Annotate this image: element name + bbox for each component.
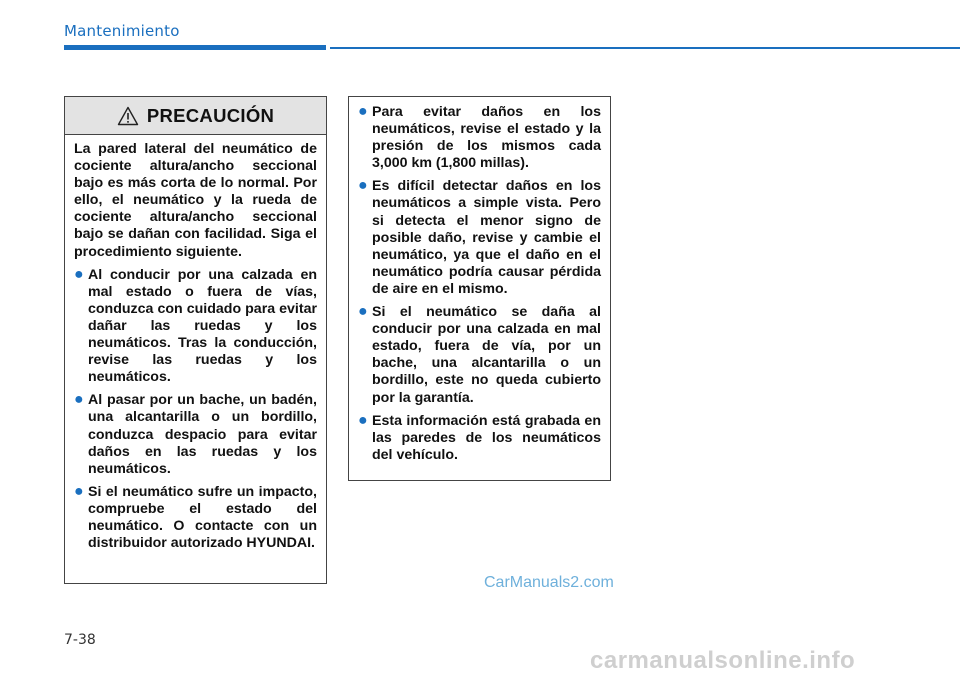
list-item: ● Si el neumático sufre un impacto, compruebe el estado del neumático. O contacte con un distribuidor autorizado HYUNDAI.: [74, 482, 317, 552]
watermark-bottom: carmanualsonline.info: [590, 647, 856, 674]
bullet-dot-icon: ●: [358, 411, 368, 429]
caution-list-left: [74, 267, 317, 553]
bullet-dot-icon: ●: [74, 391, 84, 409]
bullet-dot-icon: ●: [358, 303, 368, 321]
list-item: ● Esta información está grabada en las paredes de los neumáticos del vehículo.: [358, 411, 601, 463]
caution-content-right: [349, 97, 610, 464]
bullet-dot-icon: ●: [358, 177, 368, 195]
bullet-dot-icon: ●: [74, 482, 84, 500]
page-number: 7-38: [64, 632, 96, 648]
bullet-dot-icon: ●: [74, 265, 84, 283]
list-item: ● Es difícil detectar daños en los neumáticos a simple vista. Pero si detecta el menor signo de posible daño, revise y cambie el neumático, ya que el daño en el neumático podría causar pérdida de aire en el mismo.: [358, 177, 601, 297]
caution-list-right: [358, 104, 601, 464]
caution-title: PRECAUCIÓN: [146, 104, 275, 126]
bullet-dot-icon: ●: [358, 103, 368, 120]
list-item: ● Al pasar por un bache, un badén, una alcantarilla o un bordillo, conduzca despacio para evitar daños en las ruedas y los neumáticos.: [74, 391, 317, 477]
warning-triangle-icon: [117, 106, 139, 126]
caution-header: [65, 97, 326, 135]
header-rule-thick: [64, 45, 326, 50]
header-rule-thin: [330, 47, 960, 49]
caution-box-right: [348, 96, 611, 481]
caution-intro: La pared lateral del neumático de cociente altura/ancho seccional bajo es más corta de lo normal. Por ello, el neumático y la rueda de cociente altura/ancho seccional bajo se dañan con facilidad. Siga el procedimiento siguiente.: [74, 141, 317, 260]
watermark-site[interactable]: CarManuals2.com: [484, 574, 614, 591]
list-item: ● Al conducir por una calzada en mal estado o fuera de vías, conduzca con cuidado para evitar dañar las ruedas y los neumáticos. Tras la conducción, revise las ruedas y los neumáticos.: [74, 265, 317, 386]
caution-box-left: [64, 96, 327, 584]
caution-content-left: [65, 135, 326, 552]
section-title: Mantenimiento: [64, 22, 180, 40]
list-item: ● Si el neumático se daña al conducir por una calzada en mal estado, fuera de vía, por un bache, una alcantarilla o un bordillo, este no queda cubierto por la garantía.: [358, 303, 601, 406]
list-item: ● Para evitar daños en los neumáticos, revise el estado y la presión de los mismos cada 3,000 km (1,800 millas).: [358, 103, 601, 172]
